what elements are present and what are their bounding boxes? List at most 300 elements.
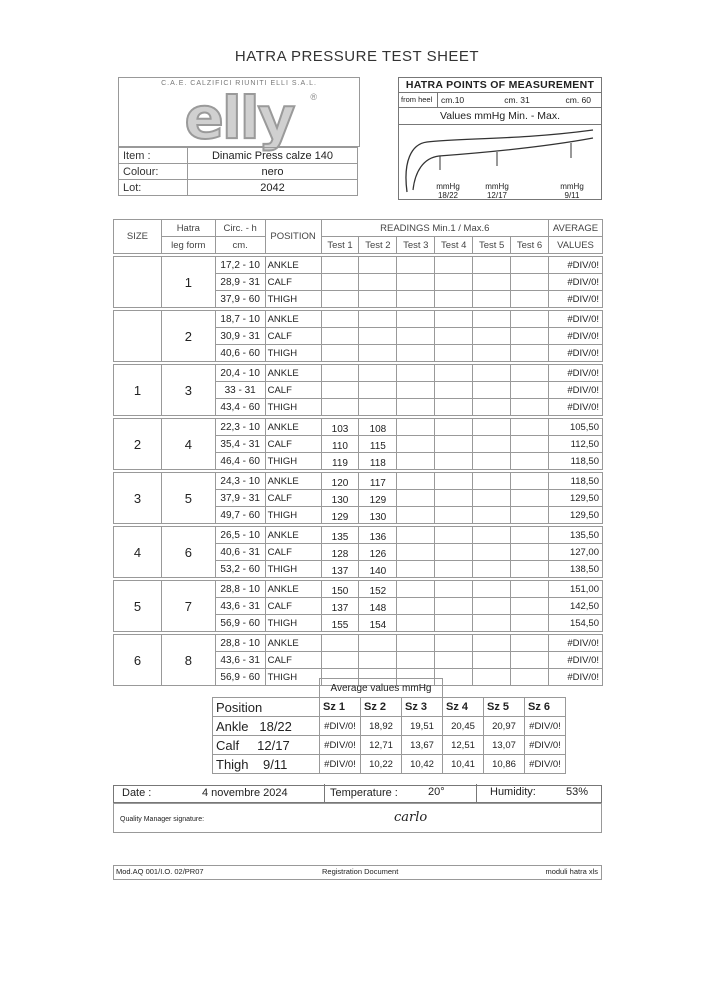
test-5-cell bbox=[473, 544, 511, 561]
test-4-cell bbox=[435, 544, 473, 561]
test-3-cell bbox=[397, 652, 435, 669]
position-cell: CALF bbox=[265, 328, 321, 345]
test-4-cell bbox=[435, 652, 473, 669]
test-6-cell bbox=[511, 436, 549, 453]
test-3-cell bbox=[397, 527, 435, 544]
registration-doc: Registration Document bbox=[322, 867, 399, 876]
hatra-header: Hatra bbox=[161, 220, 215, 237]
info-label: Lot: bbox=[119, 180, 188, 196]
test-4-cell bbox=[435, 615, 473, 632]
test-2-cell: 148 bbox=[359, 598, 397, 615]
position-cell: THIGH bbox=[265, 345, 321, 362]
points-cm-row bbox=[399, 93, 601, 108]
signature: carlo bbox=[394, 810, 428, 825]
position-cell: THIGH bbox=[265, 561, 321, 578]
circ-cell: 30,9 - 31 bbox=[215, 328, 265, 345]
average-cell: #DIV/0! bbox=[548, 311, 602, 328]
test-3-cell bbox=[397, 635, 435, 652]
test-3-cell bbox=[397, 345, 435, 362]
test-5-cell bbox=[473, 615, 511, 632]
avg-value: #DIV/0! bbox=[320, 736, 361, 755]
avg-value: 10,42 bbox=[402, 755, 443, 774]
test-2-cell: 129 bbox=[359, 490, 397, 507]
test-5-cell bbox=[473, 490, 511, 507]
avg-row-thigh bbox=[213, 755, 566, 774]
test-6-cell bbox=[511, 382, 549, 399]
leg-form-cell: 6 bbox=[161, 527, 215, 578]
average-cell: #DIV/0! bbox=[548, 345, 602, 362]
test-3-cell bbox=[397, 399, 435, 416]
test-1-cell bbox=[321, 365, 359, 382]
circ-cell: 33 - 31 bbox=[215, 382, 265, 399]
leg-form-header: leg form bbox=[161, 237, 215, 254]
table-row bbox=[114, 311, 603, 328]
avg-value: #DIV/0! bbox=[525, 736, 566, 755]
position-cell: THIGH bbox=[265, 453, 321, 470]
avg-value: #DIV/0! bbox=[320, 755, 361, 774]
avg-col-sz1: Sz 1 bbox=[320, 698, 361, 717]
test-1-cell bbox=[321, 382, 359, 399]
position-cell: CALF bbox=[265, 598, 321, 615]
info-value: Dinamic Press calze 140 bbox=[188, 148, 358, 164]
test-5-cell bbox=[473, 598, 511, 615]
avg-col-sz3: Sz 3 bbox=[402, 698, 443, 717]
test-5-header: Test 5 bbox=[473, 237, 511, 254]
logo-company-name: C.A.E. CALZIFICI RIUNITI ELLI S.A.L. bbox=[161, 80, 317, 87]
test-1-cell: 129 bbox=[321, 507, 359, 524]
test-5-cell bbox=[473, 436, 511, 453]
avg-value: 12,71 bbox=[361, 736, 402, 755]
table-row bbox=[114, 527, 603, 544]
point-cm-ankle: cm.10 bbox=[441, 95, 465, 105]
test-3-cell bbox=[397, 453, 435, 470]
test-5-cell bbox=[473, 507, 511, 524]
header-row-2 bbox=[114, 237, 603, 254]
average-cell: #DIV/0! bbox=[548, 635, 602, 652]
test-3-cell bbox=[397, 544, 435, 561]
circ-cell: 28,9 - 31 bbox=[215, 274, 265, 291]
avg-value: 10,22 bbox=[361, 755, 402, 774]
average-cell: #DIV/0! bbox=[548, 257, 602, 274]
test-3-cell bbox=[397, 615, 435, 632]
test-5-cell bbox=[473, 652, 511, 669]
circ-cell: 40,6 - 31 bbox=[215, 544, 265, 561]
position-cell: ANKLE bbox=[265, 527, 321, 544]
test-2-cell: 118 bbox=[359, 453, 397, 470]
test-6-cell bbox=[511, 544, 549, 561]
avg-title: Average values mmHg bbox=[320, 679, 443, 698]
test-4-cell bbox=[435, 274, 473, 291]
test-2-cell bbox=[359, 399, 397, 416]
position-header: POSITION bbox=[265, 220, 321, 254]
test-2-cell bbox=[359, 291, 397, 308]
size-cell: 5 bbox=[114, 581, 162, 632]
circ-cell: 37,9 - 31 bbox=[215, 490, 265, 507]
humidity-value: 53% bbox=[566, 786, 589, 798]
avg-row-label: Ankle 18/22 bbox=[213, 717, 320, 736]
test-2-cell: 108 bbox=[359, 419, 397, 436]
size-cell: 1 bbox=[114, 365, 162, 416]
values-header: VALUES bbox=[548, 237, 602, 254]
leg-form-cell: 4 bbox=[161, 419, 215, 470]
table-row bbox=[114, 365, 603, 382]
position-cell: ANKLE bbox=[265, 581, 321, 598]
circ-cell: 53,2 - 60 bbox=[215, 561, 265, 578]
size-cell: 3 bbox=[114, 473, 162, 524]
circ-cell: 56,9 - 60 bbox=[215, 669, 265, 686]
values-range-title: Values mmHg Min. - Max. bbox=[399, 108, 601, 125]
test-3-cell bbox=[397, 291, 435, 308]
test-4-cell bbox=[435, 419, 473, 436]
average-cell: 129,50 bbox=[548, 507, 602, 524]
avg-value: 10,86 bbox=[484, 755, 525, 774]
leg-form-cell: 2 bbox=[161, 311, 215, 362]
avg-value: 18,92 bbox=[361, 717, 402, 736]
test-1-cell bbox=[321, 274, 359, 291]
test-6-cell bbox=[511, 652, 549, 669]
test-3-cell bbox=[397, 473, 435, 490]
test-1-cell: 103 bbox=[321, 419, 359, 436]
points-header: HATRA POINTS OF MEASUREMENT bbox=[399, 78, 601, 93]
test-6-cell bbox=[511, 635, 549, 652]
test-2-cell: 140 bbox=[359, 561, 397, 578]
test-3-cell bbox=[397, 561, 435, 578]
test-4-cell bbox=[435, 527, 473, 544]
position-cell: ANKLE bbox=[265, 311, 321, 328]
test-4-cell bbox=[435, 345, 473, 362]
test-4-cell bbox=[435, 365, 473, 382]
date-value: 4 novembre 2024 bbox=[202, 787, 288, 799]
test-6-cell bbox=[511, 274, 549, 291]
average-cell: #DIV/0! bbox=[548, 365, 602, 382]
avg-value: 10,41 bbox=[443, 755, 484, 774]
position-cell: THIGH bbox=[265, 507, 321, 524]
test-1-cell bbox=[321, 328, 359, 345]
test-2-cell bbox=[359, 382, 397, 399]
avg-value: #DIV/0! bbox=[525, 755, 566, 774]
average-cell: #DIV/0! bbox=[548, 328, 602, 345]
test-4-cell bbox=[435, 291, 473, 308]
test-6-cell bbox=[511, 581, 549, 598]
circ-cell: 17,2 - 10 bbox=[215, 257, 265, 274]
position-cell: ANKLE bbox=[265, 419, 321, 436]
avg-row-calf bbox=[213, 736, 566, 755]
signature-row bbox=[113, 803, 602, 833]
avg-value: 19,51 bbox=[402, 717, 443, 736]
average-cell: #DIV/0! bbox=[548, 274, 602, 291]
circ-cell: 56,9 - 60 bbox=[215, 615, 265, 632]
humidity-label: Humidity: bbox=[490, 786, 536, 798]
average-cell: #DIV/0! bbox=[548, 652, 602, 669]
average-cell: #DIV/0! bbox=[548, 291, 602, 308]
avg-col-sz2: Sz 2 bbox=[361, 698, 402, 717]
test-5-cell bbox=[473, 257, 511, 274]
readings-table bbox=[113, 219, 603, 686]
test-5-cell bbox=[473, 635, 511, 652]
circ-cell: 43,6 - 31 bbox=[215, 598, 265, 615]
avg-position-header: Position bbox=[213, 698, 320, 717]
test-5-cell bbox=[473, 561, 511, 578]
qm-signature-label: Quality Manager signature: bbox=[120, 816, 205, 823]
avg-col-sz5: Sz 5 bbox=[484, 698, 525, 717]
test-2-cell: 154 bbox=[359, 615, 397, 632]
test-3-cell bbox=[397, 328, 435, 345]
test-3-cell bbox=[397, 490, 435, 507]
position-cell: CALF bbox=[265, 544, 321, 561]
test-5-cell bbox=[473, 328, 511, 345]
avg-value: 13,67 bbox=[402, 736, 443, 755]
info-row-item bbox=[119, 148, 358, 164]
module-code: Mod.AQ 001/I.O. 02/PR07 bbox=[116, 867, 204, 876]
avg-row-label: Calf 12/17 bbox=[213, 736, 320, 755]
test-6-cell bbox=[511, 399, 549, 416]
table-row bbox=[114, 581, 603, 598]
test-2-cell: 136 bbox=[359, 527, 397, 544]
test-4-cell bbox=[435, 453, 473, 470]
circ-cell: 46,4 - 60 bbox=[215, 453, 265, 470]
circ-cell: 49,7 - 60 bbox=[215, 507, 265, 524]
test-1-cell: 137 bbox=[321, 598, 359, 615]
temperature-label: Temperature : bbox=[330, 787, 398, 799]
test-4-cell bbox=[435, 490, 473, 507]
test-1-cell bbox=[321, 291, 359, 308]
circ-cell: 40,6 - 60 bbox=[215, 345, 265, 362]
test-1-cell bbox=[321, 652, 359, 669]
test-1-header: Test 1 bbox=[321, 237, 359, 254]
test-6-cell bbox=[511, 365, 549, 382]
position-cell: ANKLE bbox=[265, 365, 321, 382]
avg-col-sz4: Sz 4 bbox=[443, 698, 484, 717]
position-cell: THIGH bbox=[265, 669, 321, 686]
test-2-cell: 117 bbox=[359, 473, 397, 490]
average-cell: 142,50 bbox=[548, 598, 602, 615]
test-1-cell: 110 bbox=[321, 436, 359, 453]
temperature-value: 20° bbox=[428, 786, 445, 798]
test-1-cell: 155 bbox=[321, 615, 359, 632]
avg-value: 20,97 bbox=[484, 717, 525, 736]
table-row bbox=[114, 473, 603, 490]
info-value: 2042 bbox=[188, 180, 358, 196]
test-1-cell bbox=[321, 399, 359, 416]
test-6-cell bbox=[511, 311, 549, 328]
test-2-cell: 152 bbox=[359, 581, 397, 598]
test-5-cell bbox=[473, 473, 511, 490]
average-cell: 118,50 bbox=[548, 473, 602, 490]
from-heel-label: from heel bbox=[399, 93, 438, 107]
test-3-cell bbox=[397, 598, 435, 615]
circ-cell: 26,5 - 10 bbox=[215, 527, 265, 544]
test-1-cell: 120 bbox=[321, 473, 359, 490]
company-logo bbox=[118, 77, 360, 152]
file-name: moduli hatra xls bbox=[545, 867, 598, 876]
test-3-cell bbox=[397, 507, 435, 524]
circ-cell: 24,3 - 10 bbox=[215, 473, 265, 490]
circ-cell: 20,4 - 10 bbox=[215, 365, 265, 382]
test-5-cell bbox=[473, 399, 511, 416]
circ-header: Circ. - h bbox=[215, 220, 265, 237]
test-5-cell bbox=[473, 581, 511, 598]
test-1-cell: 128 bbox=[321, 544, 359, 561]
average-header: AVERAGE bbox=[548, 220, 602, 237]
circ-cell: 37,9 - 60 bbox=[215, 291, 265, 308]
test-5-cell bbox=[473, 345, 511, 362]
test-2-cell bbox=[359, 257, 397, 274]
test-6-cell bbox=[511, 257, 549, 274]
leg-form-cell: 3 bbox=[161, 365, 215, 416]
info-value: nero bbox=[188, 164, 358, 180]
table-row bbox=[114, 635, 603, 652]
avg-value: #DIV/0! bbox=[320, 717, 361, 736]
avg-row-ankle bbox=[213, 717, 566, 736]
position-cell: CALF bbox=[265, 490, 321, 507]
test-4-cell bbox=[435, 399, 473, 416]
header-row-1 bbox=[114, 220, 603, 237]
position-cell: CALF bbox=[265, 436, 321, 453]
table-row bbox=[114, 419, 603, 436]
test-4-cell bbox=[435, 436, 473, 453]
test-2-cell: 115 bbox=[359, 436, 397, 453]
test-6-cell bbox=[511, 507, 549, 524]
average-cell: 154,50 bbox=[548, 615, 602, 632]
test-1-cell: 137 bbox=[321, 561, 359, 578]
test-3-cell bbox=[397, 311, 435, 328]
avg-value: #DIV/0! bbox=[525, 717, 566, 736]
test-5-cell bbox=[473, 291, 511, 308]
position-cell: CALF bbox=[265, 382, 321, 399]
test-3-cell bbox=[397, 257, 435, 274]
avg-col-sz6: Sz 6 bbox=[525, 698, 566, 717]
info-row-lot bbox=[119, 180, 358, 196]
test-4-cell bbox=[435, 382, 473, 399]
average-cell: 127,00 bbox=[548, 544, 602, 561]
test-6-cell bbox=[511, 328, 549, 345]
test-4-cell bbox=[435, 561, 473, 578]
circ-cell: 43,4 - 60 bbox=[215, 399, 265, 416]
average-cell: 151,00 bbox=[548, 581, 602, 598]
test-2-cell: 126 bbox=[359, 544, 397, 561]
test-4-cell bbox=[435, 257, 473, 274]
size-cell bbox=[114, 257, 162, 308]
position-cell: THIGH bbox=[265, 615, 321, 632]
test-5-cell bbox=[473, 274, 511, 291]
test-5-cell bbox=[473, 419, 511, 436]
size-cell: 6 bbox=[114, 635, 162, 686]
avg-value: 13,07 bbox=[484, 736, 525, 755]
circ-cell: 28,8 - 10 bbox=[215, 581, 265, 598]
circ-cell: 43,6 - 31 bbox=[215, 652, 265, 669]
test-2-header: Test 2 bbox=[359, 237, 397, 254]
average-cell: 118,50 bbox=[548, 453, 602, 470]
readings-header: READINGS Min.1 / Max.6 bbox=[321, 220, 548, 237]
test-4-cell bbox=[435, 507, 473, 524]
point-cm-calf: cm. 31 bbox=[504, 95, 530, 105]
registered-mark: ® bbox=[310, 92, 317, 102]
test-4-cell bbox=[435, 635, 473, 652]
test-3-cell bbox=[397, 382, 435, 399]
size-header: SIZE bbox=[114, 220, 162, 254]
average-cell: 135,50 bbox=[548, 527, 602, 544]
circ-cell: 18,7 - 10 bbox=[215, 311, 265, 328]
avg-title-row bbox=[213, 679, 566, 698]
test-6-cell bbox=[511, 561, 549, 578]
avg-row-label: Thigh 9/11 bbox=[213, 755, 320, 774]
test-6-cell bbox=[511, 598, 549, 615]
test-1-cell bbox=[321, 311, 359, 328]
leg-form-cell: 1 bbox=[161, 257, 215, 308]
average-cell: 112,50 bbox=[548, 436, 602, 453]
test-1-cell bbox=[321, 257, 359, 274]
test-1-cell: 150 bbox=[321, 581, 359, 598]
test-2-cell bbox=[359, 365, 397, 382]
test-2-cell bbox=[359, 328, 397, 345]
test-4-cell bbox=[435, 598, 473, 615]
position-cell: ANKLE bbox=[265, 257, 321, 274]
avg-value: 20,45 bbox=[443, 717, 484, 736]
test-2-cell bbox=[359, 635, 397, 652]
test-3-header: Test 3 bbox=[397, 237, 435, 254]
cm-header: cm. bbox=[215, 237, 265, 254]
test-2-cell bbox=[359, 311, 397, 328]
test-6-cell bbox=[511, 527, 549, 544]
item-info-table bbox=[118, 147, 358, 196]
test-6-cell bbox=[511, 490, 549, 507]
circ-cell: 35,4 - 31 bbox=[215, 436, 265, 453]
logo-brand: elly bbox=[184, 84, 294, 152]
position-cell: CALF bbox=[265, 652, 321, 669]
leg-form-cell: 8 bbox=[161, 635, 215, 686]
position-cell: ANKLE bbox=[265, 635, 321, 652]
test-1-cell bbox=[321, 635, 359, 652]
leg-form-cell: 7 bbox=[161, 581, 215, 632]
circ-cell: 22,3 - 10 bbox=[215, 419, 265, 436]
measurement-points-box bbox=[398, 77, 602, 200]
average-cell: #DIV/0! bbox=[548, 399, 602, 416]
test-6-cell bbox=[511, 419, 549, 436]
test-6-cell bbox=[511, 345, 549, 362]
test-2-cell bbox=[359, 345, 397, 362]
average-cell: #DIV/0! bbox=[548, 382, 602, 399]
test-3-cell bbox=[397, 581, 435, 598]
point-label-ankle: mmHg 18/22 bbox=[436, 182, 460, 200]
size-cell bbox=[114, 311, 162, 362]
test-5-cell bbox=[473, 311, 511, 328]
test-3-cell bbox=[397, 274, 435, 291]
info-label: Item : bbox=[119, 148, 188, 164]
circ-cell: 28,8 - 10 bbox=[215, 635, 265, 652]
test-1-cell: 119 bbox=[321, 453, 359, 470]
conditions-row bbox=[113, 785, 602, 803]
test-6-cell bbox=[511, 473, 549, 490]
test-1-cell: 135 bbox=[321, 527, 359, 544]
point-cm-thigh: cm. 60 bbox=[565, 95, 591, 105]
position-cell: ANKLE bbox=[265, 473, 321, 490]
avg-header-row bbox=[213, 698, 566, 717]
test-5-cell bbox=[473, 382, 511, 399]
leg-form-cell: 5 bbox=[161, 473, 215, 524]
size-cell: 4 bbox=[114, 527, 162, 578]
test-4-cell bbox=[435, 581, 473, 598]
test-3-cell bbox=[397, 365, 435, 382]
test-6-cell bbox=[511, 453, 549, 470]
test-2-cell bbox=[359, 274, 397, 291]
test-4-cell bbox=[435, 328, 473, 345]
avg-value: 12,51 bbox=[443, 736, 484, 755]
test-2-cell bbox=[359, 652, 397, 669]
average-cell: 138,50 bbox=[548, 561, 602, 578]
table-row bbox=[114, 257, 603, 274]
test-6-cell bbox=[511, 291, 549, 308]
test-5-cell bbox=[473, 527, 511, 544]
